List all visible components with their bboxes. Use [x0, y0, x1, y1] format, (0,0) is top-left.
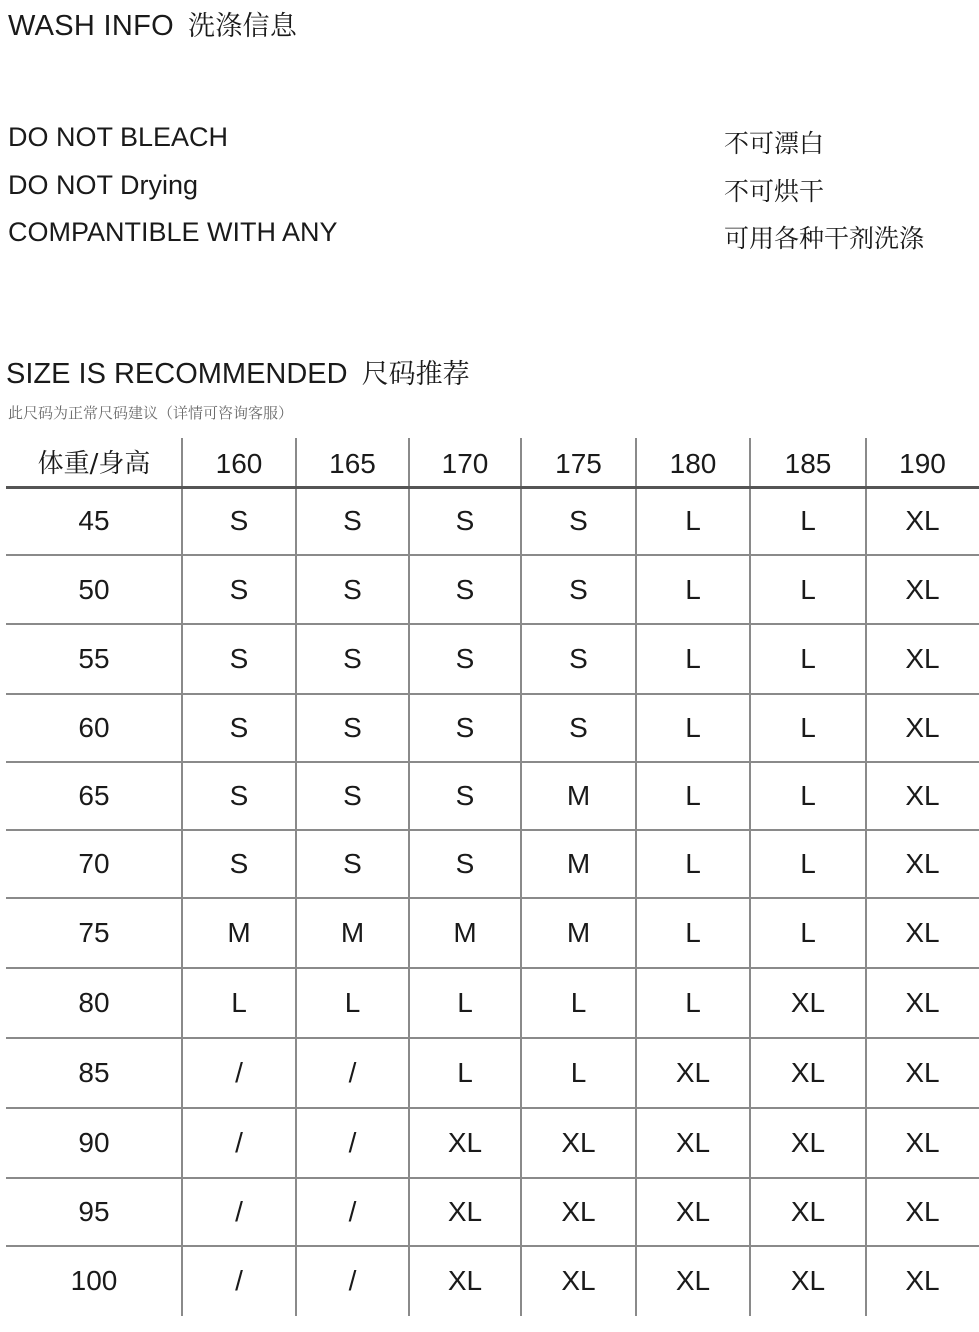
table-cell-size: S	[343, 848, 362, 879]
table-cell-size: XL	[561, 1127, 596, 1158]
table-cell-size: S	[343, 780, 362, 811]
size-note: 此尺码为正常尺码建议（详情可咨询客服）	[8, 404, 294, 422]
table-header-height: 185	[784, 448, 832, 479]
table-cell-size: XL	[905, 574, 940, 605]
table-cell-size: L	[344, 987, 361, 1018]
table-row-divider	[6, 693, 979, 695]
table-cell-size: XL	[790, 1196, 826, 1227]
table-cell-size: /	[348, 1127, 357, 1158]
table-cell-size: XL	[905, 917, 940, 948]
table-header-height: 175	[555, 448, 602, 479]
table-cell-size: XL	[790, 1127, 826, 1158]
table-row-weight: 45	[78, 505, 110, 536]
table-row-weight: 95	[78, 1196, 110, 1227]
table-cell-size: S	[343, 712, 362, 743]
table-cell-size: L	[685, 712, 701, 743]
size-title-cn: 尺码推荐	[361, 359, 470, 390]
table-cell-size: L	[685, 574, 701, 605]
wash-item-cn: 可用各种干剂洗涤	[724, 224, 925, 253]
table-cell-size: S	[229, 643, 249, 674]
table-cell-size: S	[229, 505, 249, 536]
table-cell-size: XL	[905, 1196, 940, 1227]
table-cell-size: S	[569, 643, 588, 674]
table-row-divider	[6, 554, 979, 556]
table-cell-size: L	[457, 987, 473, 1018]
size-section-title	[6, 352, 470, 391]
table-cell-size: XL	[905, 643, 940, 674]
table-cell-size: XL	[790, 1057, 826, 1088]
table-cell-size: /	[235, 1127, 243, 1158]
table-row-weight: 55	[78, 643, 110, 674]
wash-item-en: COMPANTIBLE WITH ANY	[8, 217, 338, 247]
table-row-divider	[6, 623, 979, 625]
table-cell-size: S	[229, 574, 249, 605]
table-row-weight: 80	[78, 987, 110, 1018]
table-cell-size: L	[800, 780, 816, 811]
table-row-weight: 65	[78, 780, 110, 811]
table-cell-size: S	[343, 574, 362, 605]
table-cell-size: XL	[447, 1196, 483, 1227]
table-cell-size: XL	[905, 780, 940, 811]
table-header-height: 170	[441, 448, 489, 479]
table-cell-size: S	[455, 780, 475, 811]
table-cell-size: L	[570, 987, 587, 1018]
table-row-divider	[6, 967, 979, 969]
table-row-divider	[6, 1177, 979, 1179]
wash-item-en: DO NOT BLEACH	[8, 122, 229, 152]
table-cell-size: XL	[561, 1265, 596, 1296]
table-cell-size: M	[566, 848, 591, 879]
table-cell-size: S	[455, 574, 475, 605]
table-cell-size: S	[569, 574, 588, 605]
table-cell-size: S	[455, 712, 475, 743]
table-cell-size: M	[453, 917, 477, 948]
wash-item-cn: 不可漂白	[724, 129, 825, 158]
table-header-height: 180	[669, 448, 717, 479]
table-cell-size: L	[231, 987, 247, 1018]
table-cell-size: /	[235, 1265, 243, 1296]
table-header-height: 165	[329, 448, 376, 479]
table-cell-size: M	[227, 917, 251, 948]
table-cell-size: L	[685, 987, 701, 1018]
size-title-en: SIZE IS RECOMMENDED	[6, 358, 348, 390]
table-row-weight: 70	[78, 848, 110, 879]
table-cell-size: /	[235, 1196, 243, 1227]
table-cell-size: M	[340, 917, 365, 948]
table-cell-size: S	[569, 712, 588, 743]
table-cell-size: XL	[675, 1265, 711, 1296]
table-row-divider	[6, 761, 979, 763]
table-cell-size: L	[457, 1057, 473, 1088]
table-cell-size: L	[800, 643, 816, 674]
table-cell-size: S	[229, 848, 249, 879]
table-cell-size: L	[685, 780, 701, 811]
table-cell-size: S	[455, 848, 475, 879]
table-cell-size: /	[235, 1057, 243, 1088]
table-cell-size: S	[343, 643, 362, 674]
wash-info-title-cn: 洗涤信息	[187, 11, 298, 42]
table-cell-size: XL	[675, 1127, 711, 1158]
table-cell-size: /	[348, 1057, 357, 1088]
table-cell-size: L	[570, 1057, 587, 1088]
table-cell-size: XL	[675, 1057, 711, 1088]
table-cell-size: L	[685, 643, 701, 674]
table-cell-size: S	[455, 643, 475, 674]
table-cell-size: S	[343, 505, 362, 536]
table-cell-size: XL	[447, 1127, 483, 1158]
table-cell-size: /	[348, 1265, 357, 1296]
table-cell-size: L	[685, 848, 701, 879]
table-cell-size: L	[800, 574, 816, 605]
wash-info-title	[8, 4, 297, 43]
table-header-divider	[6, 486, 979, 489]
table-row-weight: 50	[78, 574, 110, 605]
table-cell-size: XL	[905, 1265, 940, 1296]
table-cell-size: XL	[905, 712, 940, 743]
table-cell-size: XL	[561, 1196, 596, 1227]
table-cell-size: L	[800, 848, 816, 879]
table-cell-size: XL	[905, 505, 940, 536]
table-cell-size: M	[566, 917, 591, 948]
table-row-divider	[6, 829, 979, 831]
table-cell-size: S	[229, 780, 249, 811]
table-cell-size: L	[685, 505, 701, 536]
table-cell-size: M	[566, 780, 591, 811]
table-cell-size: XL	[905, 848, 940, 879]
table-cell-size: L	[685, 917, 701, 948]
wash-item-cn: 不可烘干	[724, 177, 825, 206]
table-cell-size: S	[569, 505, 588, 536]
table-cell-size: L	[800, 917, 816, 948]
wash-item-en: DO NOT Drying	[8, 170, 199, 200]
table-corner-label: 体重/身高	[37, 449, 151, 479]
wash-info-title-en: WASH INFO	[8, 10, 174, 42]
table-cell-size: XL	[447, 1265, 483, 1296]
table-cell-size: S	[455, 505, 475, 536]
table-row-divider	[6, 897, 979, 899]
table-cell-size: S	[229, 712, 249, 743]
table-header-height: 160	[215, 448, 263, 479]
table-row-divider	[6, 1107, 979, 1109]
table-cell-size: XL	[905, 1127, 940, 1158]
table-row-weight: 60	[78, 712, 110, 743]
table-row-weight: 100	[70, 1265, 118, 1296]
table-row-divider	[6, 1037, 979, 1039]
table-cell-size: XL	[675, 1196, 711, 1227]
table-header-height: 190	[899, 448, 946, 479]
table-cell-size: L	[800, 505, 816, 536]
table-cell-size: L	[800, 712, 816, 743]
table-row-divider	[6, 1245, 979, 1247]
table-cell-size: XL	[790, 987, 826, 1018]
table-row-weight: 75	[78, 917, 110, 948]
table-row-weight: 85	[78, 1057, 110, 1088]
table-cell-size: XL	[905, 987, 940, 1018]
table-cell-size: XL	[905, 1057, 940, 1088]
table-row-weight: 90	[78, 1127, 110, 1158]
table-cell-size: /	[348, 1196, 357, 1227]
table-cell-size: XL	[790, 1265, 826, 1296]
